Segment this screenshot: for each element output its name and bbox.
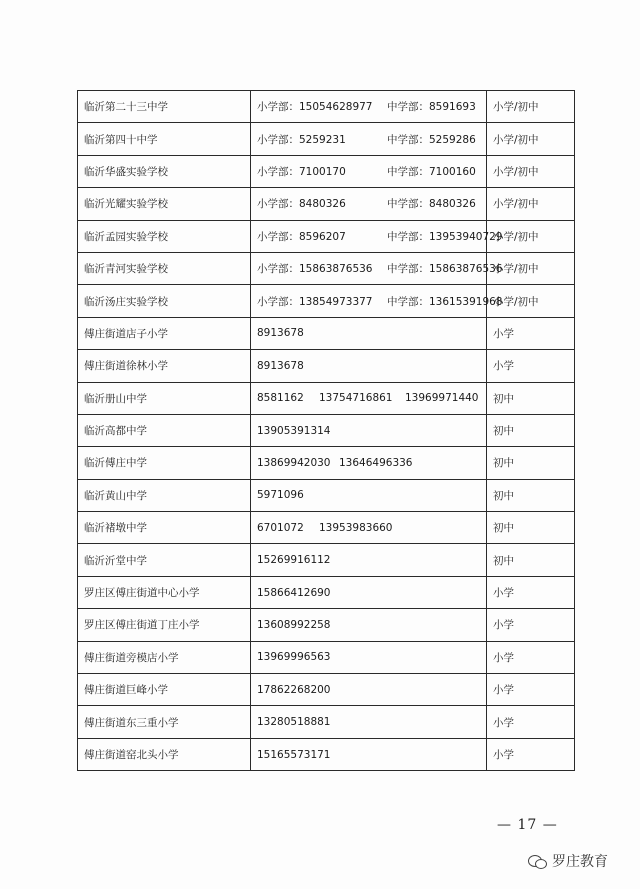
school-type-cell: 小学/初中 bbox=[487, 91, 575, 123]
phone-number: 13646496336 bbox=[339, 456, 413, 469]
table-row bbox=[78, 609, 575, 641]
school-name-cell: 临沂第二十三中学 bbox=[78, 91, 251, 123]
school-type-cell: 小学/初中 bbox=[487, 155, 575, 187]
phone-cell bbox=[251, 350, 487, 382]
phone-cell bbox=[251, 544, 487, 576]
school-type-cell: 小学 bbox=[487, 576, 575, 608]
phone-number: 8581162 bbox=[257, 392, 304, 405]
table-row bbox=[78, 350, 575, 382]
phone-number: 15269916112 bbox=[257, 554, 331, 567]
school-name-cell: 临沂高都中学 bbox=[78, 414, 251, 446]
wechat-icon bbox=[528, 853, 548, 869]
table-row bbox=[78, 91, 575, 123]
phone-number: 13905391314 bbox=[257, 424, 331, 437]
school-name-cell: 罗庄区傅庄街道中心小学 bbox=[78, 576, 251, 608]
table-row bbox=[78, 382, 575, 414]
school-name-cell: 临沂光耀实验学校 bbox=[78, 188, 251, 220]
school-type-cell: 小学 bbox=[487, 706, 575, 738]
school-type-cell: 小学 bbox=[487, 641, 575, 673]
school-name-cell: 临沂黄山中学 bbox=[78, 479, 251, 511]
phone-number: 中学部：15863876536 bbox=[387, 263, 503, 276]
school-name-cell: 临沂第四十中学 bbox=[78, 123, 251, 155]
phone-number: 小学部：8480326 bbox=[257, 198, 346, 211]
phone-cell bbox=[251, 706, 487, 738]
phone-number: 17862268200 bbox=[257, 683, 331, 696]
school-name-cell: 傅庄街道东三重小学 bbox=[78, 706, 251, 738]
table-row bbox=[78, 479, 575, 511]
school-type-cell: 小学 bbox=[487, 317, 575, 349]
school-type-cell: 小学/初中 bbox=[487, 252, 575, 284]
phone-cell bbox=[251, 123, 487, 155]
school-name-cell: 傅庄街道巨峰小学 bbox=[78, 674, 251, 706]
phone-cell bbox=[251, 155, 487, 187]
school-type-cell: 小学/初中 bbox=[487, 220, 575, 252]
phone-cell bbox=[251, 317, 487, 349]
phone-number: 小学部：8596207 bbox=[257, 230, 346, 243]
phone-number: 中学部：13953940729 bbox=[387, 230, 503, 243]
phone-number: 5971096 bbox=[257, 489, 304, 502]
wechat-watermark bbox=[528, 851, 608, 871]
school-type-cell: 初中 bbox=[487, 414, 575, 446]
school-name-cell: 临沂青河实验学校 bbox=[78, 252, 251, 284]
phone-number: 8913678 bbox=[257, 327, 304, 340]
school-type-cell: 小学/初中 bbox=[487, 285, 575, 317]
phone-number: 小学部：15863876536 bbox=[257, 263, 373, 276]
table-row bbox=[78, 317, 575, 349]
phone-cell bbox=[251, 414, 487, 446]
phone-number: 中学部：5259286 bbox=[387, 133, 476, 146]
watermark-text: 罗庄教育 bbox=[552, 854, 608, 870]
table-row bbox=[78, 706, 575, 738]
school-name-cell: 临沂褚墩中学 bbox=[78, 512, 251, 544]
phone-number: 13969996563 bbox=[257, 651, 331, 664]
phone-cell bbox=[251, 220, 503, 252]
phone-number: 小学部：5259231 bbox=[257, 133, 346, 146]
phone-number: 15866412690 bbox=[257, 586, 331, 599]
table-row bbox=[78, 285, 575, 317]
phone-cell bbox=[251, 252, 503, 284]
school-name-cell: 临沂孟园实验学校 bbox=[78, 220, 251, 252]
school-name-cell: 临沂册山中学 bbox=[78, 382, 251, 414]
phone-number: 中学部：13615391968 bbox=[387, 295, 503, 308]
school-name-cell: 罗庄区傅庄街道丁庄小学 bbox=[78, 609, 251, 641]
school-type-cell: 初中 bbox=[487, 544, 575, 576]
school-type-cell: 小学/初中 bbox=[487, 188, 575, 220]
table-row bbox=[78, 576, 575, 608]
school-type-cell: 小学 bbox=[487, 674, 575, 706]
phone-cell bbox=[251, 382, 487, 414]
phone-cell bbox=[251, 91, 487, 123]
phone-number: 中学部：8591693 bbox=[387, 101, 476, 114]
phone-cell bbox=[251, 738, 487, 770]
phone-number: 小学部：13854973377 bbox=[257, 295, 373, 308]
phone-cell bbox=[251, 609, 487, 641]
table-row bbox=[78, 188, 575, 220]
page-number: — 17 — bbox=[497, 817, 558, 833]
school-name-cell: 傅庄街道窑北头小学 bbox=[78, 738, 251, 770]
table-row bbox=[78, 155, 575, 187]
school-type-cell: 初中 bbox=[487, 479, 575, 511]
table-row bbox=[78, 123, 575, 155]
school-type-cell: 小学 bbox=[487, 350, 575, 382]
phone-number: 15165573171 bbox=[257, 748, 331, 761]
table-body bbox=[78, 91, 575, 771]
phone-number: 13953983660 bbox=[319, 521, 393, 534]
phone-cell bbox=[251, 447, 487, 479]
table-row bbox=[78, 447, 575, 479]
phone-number: 8913678 bbox=[257, 359, 304, 372]
school-name-cell: 临沂沂堂中学 bbox=[78, 544, 251, 576]
table-row bbox=[78, 220, 575, 252]
phone-number: 13969971440 bbox=[405, 392, 479, 405]
phone-cell bbox=[251, 512, 487, 544]
phone-cell bbox=[251, 576, 487, 608]
phone-cell bbox=[251, 641, 487, 673]
school-type-cell: 小学 bbox=[487, 738, 575, 770]
phone-cell bbox=[251, 674, 487, 706]
phone-number: 中学部：8480326 bbox=[387, 198, 476, 211]
phone-number: 中学部：7100160 bbox=[387, 165, 476, 178]
phone-number: 13608992258 bbox=[257, 618, 331, 631]
school-name-cell: 傅庄街道旁模店小学 bbox=[78, 641, 251, 673]
table-row bbox=[78, 738, 575, 770]
phone-number: 13869942030 bbox=[257, 456, 331, 469]
table-row bbox=[78, 641, 575, 673]
phone-cell bbox=[251, 188, 487, 220]
school-type-cell: 初中 bbox=[487, 447, 575, 479]
school-type-cell: 初中 bbox=[487, 382, 575, 414]
school-name-cell: 临沂傅庄中学 bbox=[78, 447, 251, 479]
table-row bbox=[78, 252, 575, 284]
table-row bbox=[78, 674, 575, 706]
phone-number: 13280518881 bbox=[257, 716, 331, 729]
phone-number: 6701072 bbox=[257, 521, 304, 534]
school-type-cell: 初中 bbox=[487, 512, 575, 544]
phone-cell bbox=[251, 285, 503, 317]
school-name-cell: 临沂华盛实验学校 bbox=[78, 155, 251, 187]
table-row bbox=[78, 414, 575, 446]
school-name-cell: 傅庄街道店子小学 bbox=[78, 317, 251, 349]
school-name-cell: 临沂汤庄实验学校 bbox=[78, 285, 251, 317]
table-row bbox=[78, 512, 575, 544]
school-type-cell: 小学 bbox=[487, 609, 575, 641]
school-name-cell: 傅庄街道徐林小学 bbox=[78, 350, 251, 382]
school-type-cell: 小学/初中 bbox=[487, 123, 575, 155]
phone-number: 小学部：7100170 bbox=[257, 165, 346, 178]
phone-cell bbox=[251, 479, 487, 511]
phone-number: 13754716861 bbox=[319, 392, 393, 405]
table-row bbox=[78, 544, 575, 576]
school-contact-table bbox=[77, 90, 575, 771]
phone-number: 小学部：15054628977 bbox=[257, 101, 373, 114]
